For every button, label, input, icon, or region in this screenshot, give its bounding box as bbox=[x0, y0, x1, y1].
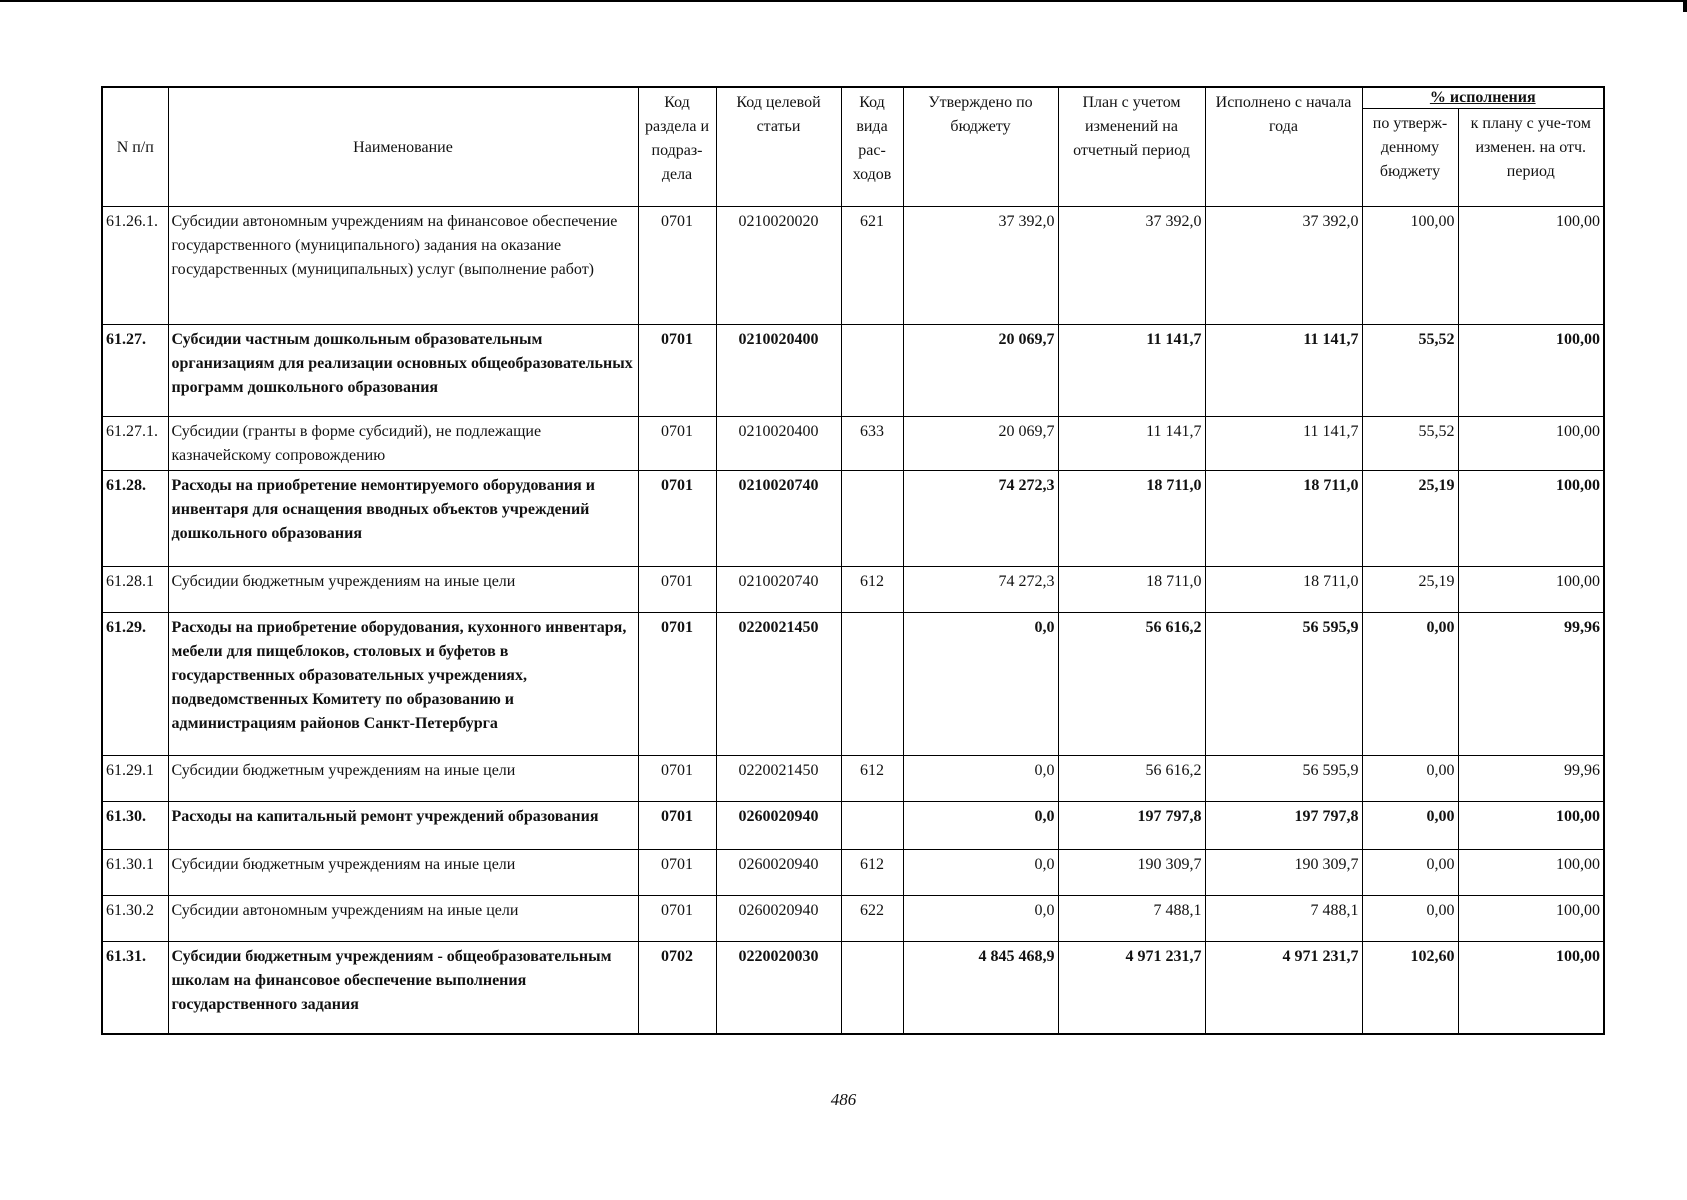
table-row bbox=[102, 802, 1604, 850]
row-razdel: 0701 bbox=[638, 613, 716, 756]
row-pct-plan: 100,00 bbox=[1458, 850, 1604, 896]
row-isp: 7 488,1 bbox=[1205, 896, 1362, 942]
row-celevoy: 0260020940 bbox=[716, 802, 841, 850]
col-pct-group-header: % исполнения bbox=[1362, 87, 1604, 109]
row-pct-utv: 55,52 bbox=[1362, 325, 1458, 417]
row-isp: 56 595,9 bbox=[1205, 756, 1362, 802]
row-utv: 20 069,7 bbox=[903, 325, 1058, 417]
row-isp: 11 141,7 bbox=[1205, 325, 1362, 417]
row-razdel: 0701 bbox=[638, 850, 716, 896]
row-utv: 74 272,3 bbox=[903, 567, 1058, 613]
row-name: Субсидии бюджетным учреждениям на иные цели bbox=[168, 756, 638, 802]
row-razdel: 0701 bbox=[638, 756, 716, 802]
col-celevoy-header: Код целевой статьи bbox=[716, 87, 841, 207]
table-row bbox=[102, 850, 1604, 896]
row-isp: 37 392,0 bbox=[1205, 207, 1362, 325]
row-pct-plan: 100,00 bbox=[1458, 896, 1604, 942]
row-vid bbox=[841, 802, 903, 850]
row-utv: 0,0 bbox=[903, 756, 1058, 802]
col-pct-plan-header: к плану с уче-том изменен. на отч. период bbox=[1458, 109, 1604, 207]
row-celevoy: 0210020740 bbox=[716, 471, 841, 567]
row-plan: 4 971 231,7 bbox=[1058, 942, 1205, 1034]
row-number: 61.28.1 bbox=[102, 567, 168, 613]
row-pct-utv: 100,00 bbox=[1362, 207, 1458, 325]
scan-right-edge bbox=[1683, 0, 1687, 12]
row-pct-plan: 100,00 bbox=[1458, 567, 1604, 613]
row-name: Расходы на приобретение оборудования, кухонного инвентаря, мебели для пищеблоков, столовых и буфетов в государственных образовательных учреждениях, подведомственных Комитету по образованию и администрациям районов Санкт-Петербурга bbox=[168, 613, 638, 756]
row-isp: 4 971 231,7 bbox=[1205, 942, 1362, 1034]
row-vid bbox=[841, 325, 903, 417]
row-utv: 0,0 bbox=[903, 850, 1058, 896]
row-pct-plan: 100,00 bbox=[1458, 325, 1604, 417]
row-utv: 0,0 bbox=[903, 613, 1058, 756]
row-vid: 622 bbox=[841, 896, 903, 942]
row-number: 61.26.1. bbox=[102, 207, 168, 325]
row-celevoy: 0210020740 bbox=[716, 567, 841, 613]
row-number: 61.27.1. bbox=[102, 417, 168, 471]
row-name: Субсидии (гранты в форме субсидий), не подлежащие казначейскому сопровождению bbox=[168, 417, 638, 471]
row-celevoy: 0260020940 bbox=[716, 896, 841, 942]
row-celevoy: 0210020400 bbox=[716, 417, 841, 471]
row-utv: 20 069,7 bbox=[903, 417, 1058, 471]
row-plan: 190 309,7 bbox=[1058, 850, 1205, 896]
row-razdel: 0701 bbox=[638, 896, 716, 942]
row-celevoy: 0220020030 bbox=[716, 942, 841, 1034]
row-name: Расходы на капитальный ремонт учреждений образования bbox=[168, 802, 638, 850]
row-vid: 612 bbox=[841, 850, 903, 896]
table-row bbox=[102, 471, 1604, 567]
row-pct-utv: 0,00 bbox=[1362, 756, 1458, 802]
row-pct-plan: 100,00 bbox=[1458, 471, 1604, 567]
row-pct-utv: 0,00 bbox=[1362, 896, 1458, 942]
row-plan: 56 616,2 bbox=[1058, 613, 1205, 756]
row-razdel: 0701 bbox=[638, 802, 716, 850]
row-isp: 197 797,8 bbox=[1205, 802, 1362, 850]
row-isp: 18 711,0 bbox=[1205, 471, 1362, 567]
row-number: 61.29.1 bbox=[102, 756, 168, 802]
row-number: 61.27. bbox=[102, 325, 168, 417]
row-vid: 621 bbox=[841, 207, 903, 325]
row-utv: 0,0 bbox=[903, 802, 1058, 850]
row-celevoy: 0220021450 bbox=[716, 613, 841, 756]
row-plan: 18 711,0 bbox=[1058, 471, 1205, 567]
row-vid: 633 bbox=[841, 417, 903, 471]
row-plan: 37 392,0 bbox=[1058, 207, 1205, 325]
row-name: Расходы на приобретение немонтируемого оборудования и инвентаря для оснащения вводных объектов учреждений дошкольного образования bbox=[168, 471, 638, 567]
col-np-header: N п/п bbox=[102, 87, 168, 207]
row-pct-plan: 100,00 bbox=[1458, 417, 1604, 471]
row-number: 61.30.2 bbox=[102, 896, 168, 942]
row-utv: 0,0 bbox=[903, 896, 1058, 942]
row-plan: 11 141,7 bbox=[1058, 325, 1205, 417]
row-isp: 18 711,0 bbox=[1205, 567, 1362, 613]
row-pct-utv: 0,00 bbox=[1362, 613, 1458, 756]
row-pct-plan: 100,00 bbox=[1458, 942, 1604, 1034]
col-name-header: Наименование bbox=[168, 87, 638, 207]
row-razdel: 0701 bbox=[638, 207, 716, 325]
row-pct-plan: 100,00 bbox=[1458, 207, 1604, 325]
budget-execution-table bbox=[101, 86, 1605, 1035]
row-pct-utv: 102,60 bbox=[1362, 942, 1458, 1034]
row-vid: 612 bbox=[841, 567, 903, 613]
row-pct-utv: 0,00 bbox=[1362, 850, 1458, 896]
row-name: Субсидии автономным учреждениям на финансовое обеспечение государственного (муниципального) задания на оказание государственных (муниципальных) услуг (выполнение работ) bbox=[168, 207, 638, 325]
row-number: 61.30.1 bbox=[102, 850, 168, 896]
row-isp: 56 595,9 bbox=[1205, 613, 1362, 756]
table-row bbox=[102, 756, 1604, 802]
row-pct-plan: 99,96 bbox=[1458, 613, 1604, 756]
table-row bbox=[102, 417, 1604, 471]
row-number: 61.29. bbox=[102, 613, 168, 756]
row-razdel: 0701 bbox=[638, 417, 716, 471]
scan-top-edge bbox=[0, 0, 1687, 2]
row-razdel: 0701 bbox=[638, 325, 716, 417]
row-pct-plan: 100,00 bbox=[1458, 802, 1604, 850]
row-vid bbox=[841, 942, 903, 1034]
col-utv-header: Утверждено по бюджету bbox=[903, 87, 1058, 207]
row-isp: 11 141,7 bbox=[1205, 417, 1362, 471]
row-celevoy: 0260020940 bbox=[716, 850, 841, 896]
table-row bbox=[102, 613, 1604, 756]
row-pct-plan: 99,96 bbox=[1458, 756, 1604, 802]
table-row bbox=[102, 942, 1604, 1034]
row-utv: 74 272,3 bbox=[903, 471, 1058, 567]
col-razdel-header: Код раздела и подраз-дела bbox=[638, 87, 716, 207]
col-plan-header: План с учетом изменений на отчетный период bbox=[1058, 87, 1205, 207]
row-razdel: 0701 bbox=[638, 471, 716, 567]
row-name: Субсидии бюджетным учреждениям на иные цели bbox=[168, 567, 638, 613]
table-row bbox=[102, 567, 1604, 613]
row-celevoy: 0220021450 bbox=[716, 756, 841, 802]
row-name: Субсидии бюджетным учреждениям - общеобразовательным школам на финансовое обеспечение выполнения государственного задания bbox=[168, 942, 638, 1034]
row-plan: 18 711,0 bbox=[1058, 567, 1205, 613]
row-number: 61.31. bbox=[102, 942, 168, 1034]
row-name: Субсидии частным дошкольным образовательным организациям для реализации основных общеобразовательных программ дошкольного образования bbox=[168, 325, 638, 417]
row-number: 61.30. bbox=[102, 802, 168, 850]
row-isp: 190 309,7 bbox=[1205, 850, 1362, 896]
col-isp-header: Исполнено с начала года bbox=[1205, 87, 1362, 207]
row-plan: 56 616,2 bbox=[1058, 756, 1205, 802]
row-plan: 7 488,1 bbox=[1058, 896, 1205, 942]
row-celevoy: 0210020020 bbox=[716, 207, 841, 325]
table-row bbox=[102, 325, 1604, 417]
row-vid: 612 bbox=[841, 756, 903, 802]
row-vid bbox=[841, 613, 903, 756]
row-plan: 11 141,7 bbox=[1058, 417, 1205, 471]
row-pct-utv: 25,19 bbox=[1362, 567, 1458, 613]
row-number: 61.28. bbox=[102, 471, 168, 567]
row-name: Субсидии бюджетным учреждениям на иные цели bbox=[168, 850, 638, 896]
page-number: 486 bbox=[830, 1090, 857, 1109]
row-pct-utv: 25,19 bbox=[1362, 471, 1458, 567]
row-name: Субсидии автономным учреждениям на иные цели bbox=[168, 896, 638, 942]
table-row bbox=[102, 207, 1604, 325]
row-razdel: 0702 bbox=[638, 942, 716, 1034]
row-vid bbox=[841, 471, 903, 567]
row-celevoy: 0210020400 bbox=[716, 325, 841, 417]
col-pct-utv-header: по утверж-денному бюджету bbox=[1362, 109, 1458, 207]
row-pct-utv: 55,52 bbox=[1362, 417, 1458, 471]
row-plan: 197 797,8 bbox=[1058, 802, 1205, 850]
table-row bbox=[102, 896, 1604, 942]
row-razdel: 0701 bbox=[638, 567, 716, 613]
col-vid-header: Код вида рас-ходов bbox=[841, 87, 903, 207]
header-row-1 bbox=[102, 87, 1604, 109]
row-utv: 4 845 468,9 bbox=[903, 942, 1058, 1034]
row-pct-utv: 0,00 bbox=[1362, 802, 1458, 850]
row-utv: 37 392,0 bbox=[903, 207, 1058, 325]
